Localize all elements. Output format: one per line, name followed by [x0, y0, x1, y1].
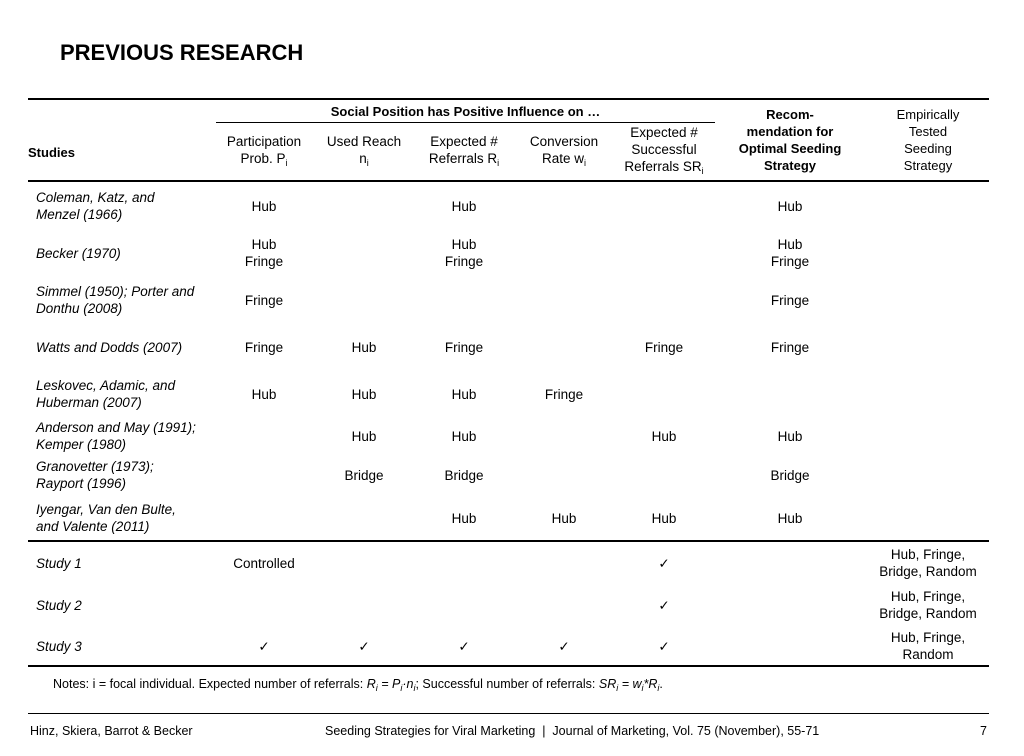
table-cell: Fringe	[544, 386, 584, 402]
table-cell: Hub	[251, 386, 277, 402]
group-header-rule	[216, 122, 715, 123]
header-bottom-rule	[28, 180, 989, 182]
empirical-header: Empirically Tested Seeding Strategy	[896, 107, 960, 173]
table-cell: Hub	[351, 428, 377, 444]
study-name: Leskovec, Adamic, and Huberman (2007)	[36, 378, 176, 410]
table-cell: Hub	[651, 510, 677, 526]
study-name: Anderson and May (1991); Kemper (1980)	[36, 420, 196, 452]
checkmark-icon: ✓	[658, 555, 670, 571]
table-bottom-rule	[28, 665, 989, 667]
study-name: Granovetter (1973); Rayport (1996)	[36, 459, 154, 491]
table-cell: Fringe	[444, 339, 484, 355]
checkmark-icon: ✓	[258, 638, 270, 654]
footer-citation: Seeding Strategies for Viral Marketing | Journal of Marketing, Vol. 75 (November), 55-71	[325, 724, 820, 738]
table-cell: Hub	[451, 510, 477, 526]
table-cell: Hub	[351, 339, 377, 355]
table-cell: Hub	[777, 428, 803, 444]
formula-successful-referrals: $SR_i = w_i*R_i$	[598, 677, 660, 693]
study-name: Simmel (1950); Porter and Donthu (2008)	[36, 284, 195, 316]
table-cell: Hub Fringe	[444, 237, 484, 269]
table-cell: Hub	[451, 198, 477, 214]
table-cell: Fringe	[244, 292, 284, 308]
own-study-name: Study 2	[36, 597, 82, 613]
studies-separator-rule	[28, 540, 989, 542]
table-cell: Hub	[251, 198, 277, 214]
table-cell: Bridge	[344, 467, 384, 483]
checkmark-icon: ✓	[358, 638, 370, 654]
table-cell: Bridge	[444, 467, 484, 483]
table-cell: Fringe	[244, 339, 284, 355]
table-cell: Hub, Fringe, Random	[890, 630, 966, 662]
study-name: Coleman, Katz, and Menzel (1966)	[36, 190, 155, 222]
table-cell: Hub	[451, 386, 477, 402]
table-cell: Hub Fringe	[244, 237, 284, 269]
checkmark-icon: ✓	[658, 597, 670, 613]
table-cell: Fringe	[770, 339, 810, 355]
column-header-4: Conversion Rate $w_i$	[529, 133, 599, 168]
footer-rule	[28, 713, 989, 714]
table-cell: Controlled	[233, 555, 295, 571]
own-study-name: Study 3	[36, 638, 82, 654]
slide-title: PREVIOUS RESEARCH	[60, 40, 304, 65]
study-name: Becker (1970)	[36, 245, 121, 261]
table-cell: Hub	[777, 510, 803, 526]
study-name: Iyengar, Van den Bulte, and Valente (2011)	[36, 502, 176, 534]
table-cell: Hub Fringe	[770, 237, 810, 269]
study-name: Watts and Dodds (2007)	[36, 339, 183, 355]
table-cell: Fringe	[644, 339, 684, 355]
table-cell: Fringe	[770, 292, 810, 308]
formula-referrals: $R_i = P_i\cdot n_i$	[366, 677, 416, 693]
checkmark-icon: ✓	[658, 638, 670, 654]
table-cell: Hub, Fringe, Bridge, Random	[879, 547, 977, 579]
checkmark-icon: ✓	[558, 638, 570, 654]
table-cell: Hub, Fringe, Bridge, Random	[879, 589, 977, 621]
column-header-3: Expected # Referrals $R_i$	[428, 133, 500, 168]
studies-header: Studies	[28, 145, 75, 160]
checkmark-icon: ✓	[458, 638, 470, 654]
notes-middle: ; Successful number of referrals:	[415, 677, 599, 691]
notes-text: Notes: i = focal individual. Expected number of referrals:	[53, 677, 367, 691]
column-header-5: Expected # Successful Referrals $SR_i$	[624, 125, 704, 176]
table-cell: Hub	[351, 386, 377, 402]
footer-authors: Hinz, Skiera, Barrot & Becker	[30, 724, 193, 738]
own-study-name: Study 1	[36, 555, 82, 571]
table-cell: Hub	[551, 510, 577, 526]
column-header-1: Participation Prob. $P_i$	[226, 133, 302, 168]
group-header: Social Position has Positive Influence on …	[330, 103, 601, 119]
column-header-2: Used Reach $n_i$	[326, 133, 402, 168]
table-cell: Hub	[451, 428, 477, 444]
table-notes: Notes: i = focal individual. Expected number of referrals: $R_i = P_i\cdot n_i$; Successful number of referrals: $SR_i = w_i*R_i$.	[53, 677, 663, 693]
table-cell: Hub	[777, 198, 803, 214]
table-cell: Hub	[651, 428, 677, 444]
table-cell: Bridge	[770, 467, 810, 483]
recommendation-header: Recom- mendation for Optimal Seeding Strategy	[738, 107, 842, 173]
footer-page-number: 7	[980, 724, 987, 738]
